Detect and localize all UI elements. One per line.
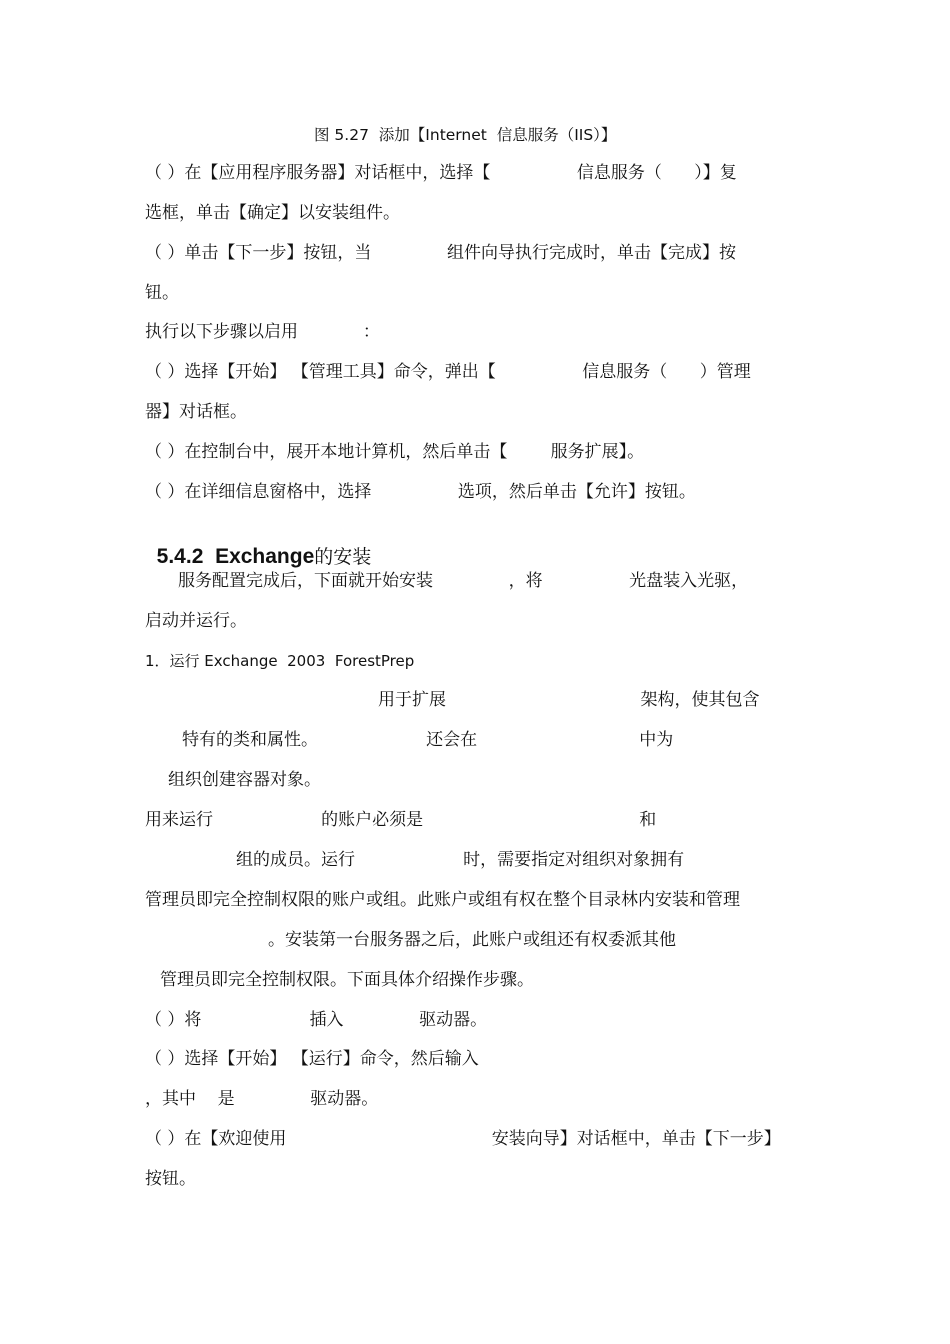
paragraph-line: 组的成员。运行 时，需要指定对组织对象拥有 [236, 850, 685, 870]
section-title-word: Exchange [215, 545, 315, 568]
step-insert-cd: （ ）将 插入 驱动器。 [145, 1010, 488, 1030]
step-allow-option: （ ）在详细信息窗格中，选择 选项，然后单击【允许】按钮。 [145, 482, 696, 502]
figure-caption: 图 5.27 添加【Internet 信息服务（IIS）】 [314, 126, 617, 144]
paragraph-line: 按钮。 [145, 1169, 196, 1189]
enable-steps-intro: 执行以下步骤以启用 ： [145, 322, 380, 342]
paragraph-line: 用来运行 的账户必须是 和 [145, 810, 657, 830]
paragraph-line: 用于扩展 架构，使其包含 [378, 690, 760, 710]
step-run-command: （ ）选择【开始】 【运行】命令，然后输入 [145, 1049, 479, 1069]
paragraph-line: 组织创建容器对象。 [168, 770, 321, 790]
paragraph-line: ，其中 是 驱动器。 [145, 1089, 379, 1109]
section-heading [145, 518, 371, 570]
step-open-iis-manager: （ ）选择【开始】 【管理工具】命令，弹出【 信息服务（ ）管理 [145, 362, 751, 382]
paragraph-line: 选框，单击【确定】以安装组件。 [145, 203, 400, 223]
subheading: 1．运行 Exchange 2003 ForestPrep [145, 652, 415, 670]
paragraph-line: 管理员即完全控制权限的账户或组。此账户或组有权在整个目录林内安装和管理 [145, 890, 740, 910]
step-click-next: （ ）单击【下一步】按钮，当 组件向导执行完成时，单击【完成】按 [145, 243, 737, 263]
section-title-text: 的安装 [314, 546, 372, 568]
section-number: 5.4.2 [156, 545, 204, 568]
paragraph-line: 钮。 [145, 283, 179, 303]
step-welcome-wizard: （ ）在【欢迎使用 安装向导】对话框中，单击【下一步】 [145, 1129, 781, 1149]
paragraph-line: 。安装第一台服务器之后，此账户或组还有权委派其他 [268, 930, 676, 950]
step-select-iis-checkbox: （ ）在【应用程序服务器】对话框中，选择【 信息服务（ ）】复 [145, 163, 737, 183]
paragraph-line: 服务配置完成后，下面就开始安装 ，将 光盘装入光驱， [178, 571, 749, 591]
paragraph-line: 器】对话框。 [145, 402, 247, 422]
step-expand-local-computer: （ ）在控制台中，展开本地计算机，然后单击【 服务扩展】。 [145, 442, 645, 462]
paragraph-line: 管理员即完全控制权限。下面具体介绍操作步骤。 [160, 970, 534, 990]
paragraph-line: 特有的类和属性。 还会在 中为 [182, 730, 674, 750]
paragraph-line: 启动并运行。 [145, 611, 247, 631]
